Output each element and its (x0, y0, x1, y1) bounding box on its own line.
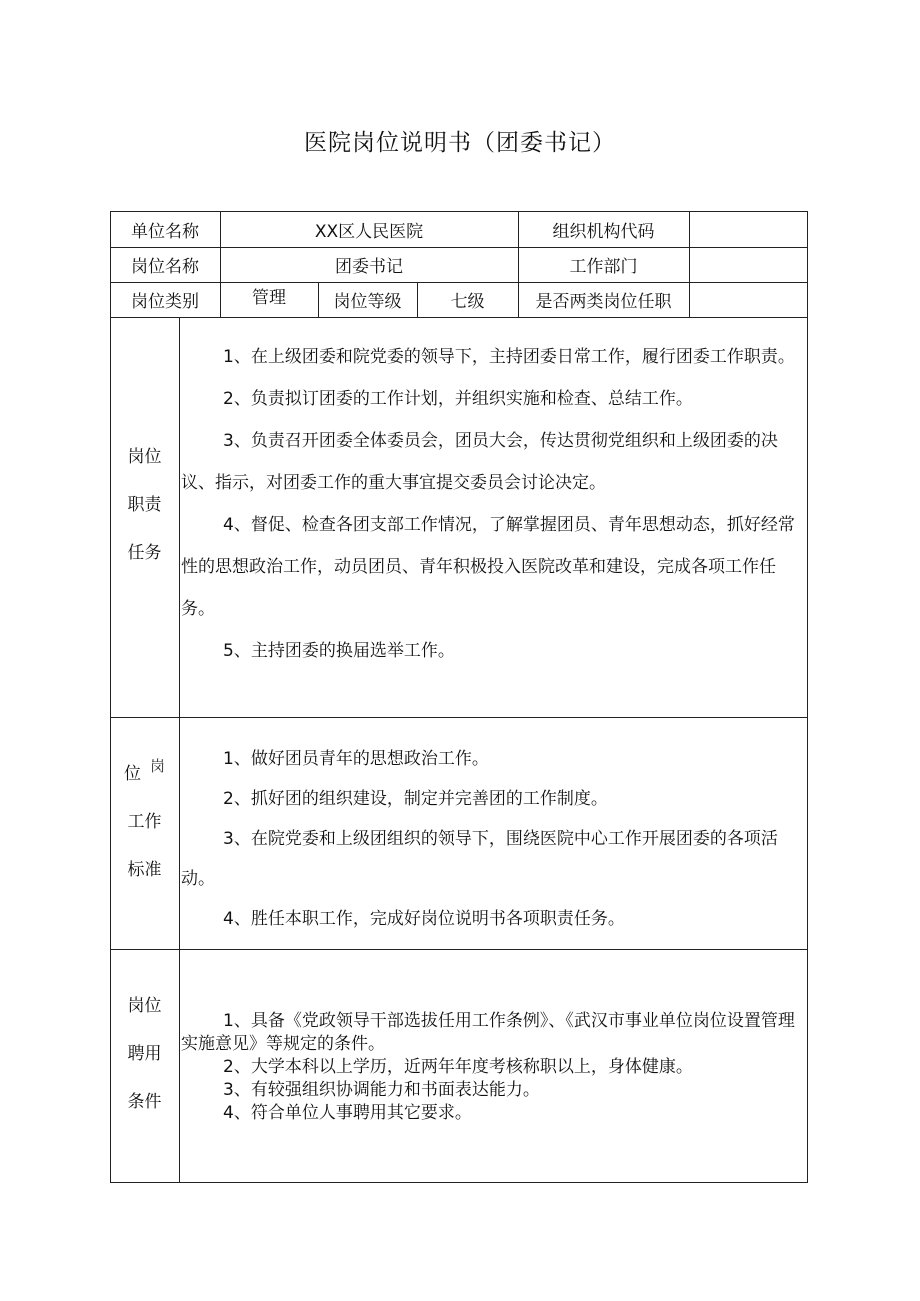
unit-name-label: 单位名称 (131, 221, 199, 242)
standards-label: 岗 位 工作 标准 (110, 750, 179, 894)
list-item: 4、胜任本职工作，完成好岗位说明书各项职责任务。 (223, 909, 625, 929)
position-name-value: 团委书记 (335, 257, 403, 277)
row-divider (110, 317, 808, 318)
department-value (689, 247, 808, 282)
list-item: 5、主持团委的换届选举工作。 (223, 641, 455, 661)
row-divider (110, 717, 808, 718)
list-item: 3、有较强组织协调能力和书面表达能力。 (223, 1080, 540, 1100)
standards-content (181, 739, 807, 939)
list-item: 1、在上级团委和院党委的领导下，主持团委日常工作，履行团委工作职责。 (223, 347, 795, 367)
column-divider (179, 317, 180, 1183)
duties-content (181, 336, 807, 672)
list-item: 1、做好团员青年的思想政治工作。 (223, 749, 489, 769)
position-category-label: 岗位类别 (131, 292, 199, 312)
list-item: 2、负责拟订团委的工作计划，并组织实施和检查、总结工作。 (223, 389, 693, 409)
list-item: 2、大学本科以上学历，近两年年度考核称职以上，身体健康。 (223, 1057, 693, 1077)
position-grade-value: 七级 (450, 292, 485, 312)
row-divider (110, 949, 808, 950)
list-item: 3、负责召开团委全体委员会，团员大会，传达贯彻党组织和上级团委的决议、指示，对团委工作的重大事宜提交委员会讨论决定。 (181, 431, 778, 493)
dual-post-value (689, 282, 808, 317)
conditions-label: 岗位 聘用 条件 (127, 996, 162, 1112)
org-code-label: 组织机构代码 (552, 221, 655, 242)
position-grade-label: 岗位等级 (333, 292, 402, 312)
org-code-value (689, 211, 808, 247)
label-glyph: 岗 (150, 757, 166, 775)
position-name-label: 岗位名称 (131, 257, 199, 277)
department-label: 工作部门 (569, 257, 638, 277)
list-item: 3、在院党委和上级团组织的领导下，围绕医院中心工作开展团委的各项活动。 (181, 829, 778, 889)
conditions-content (181, 1010, 807, 1125)
list-item: 4、符合单位人事聘用其它要求。 (223, 1103, 472, 1123)
position-category-value: 管理 (252, 288, 286, 308)
page-title: 医院岗位说明书（团委书记） (304, 130, 616, 156)
list-item: 2、抓好团的组织建设，制定并完善团的工作制度。 (223, 789, 608, 809)
unit-name-value: XX区人民医院 (314, 221, 424, 242)
list-item: 1、具备《党政领导干部选拔任用工作条例》、《武汉市事业单位岗位设置管理实施意见》等规定的条件。 (181, 1011, 795, 1054)
duties-label: 岗位 职责 任务 (127, 447, 162, 563)
list-item: 4、督促、检查各团支部工作情况，了解掌握团员、青年思想动态，抓好经常性的思想政治工作，动员团员、青年积极投入医院改革和建设，完成各项工作任务。 (181, 515, 795, 619)
dual-post-label: 是否两类岗位任职 (535, 292, 672, 312)
